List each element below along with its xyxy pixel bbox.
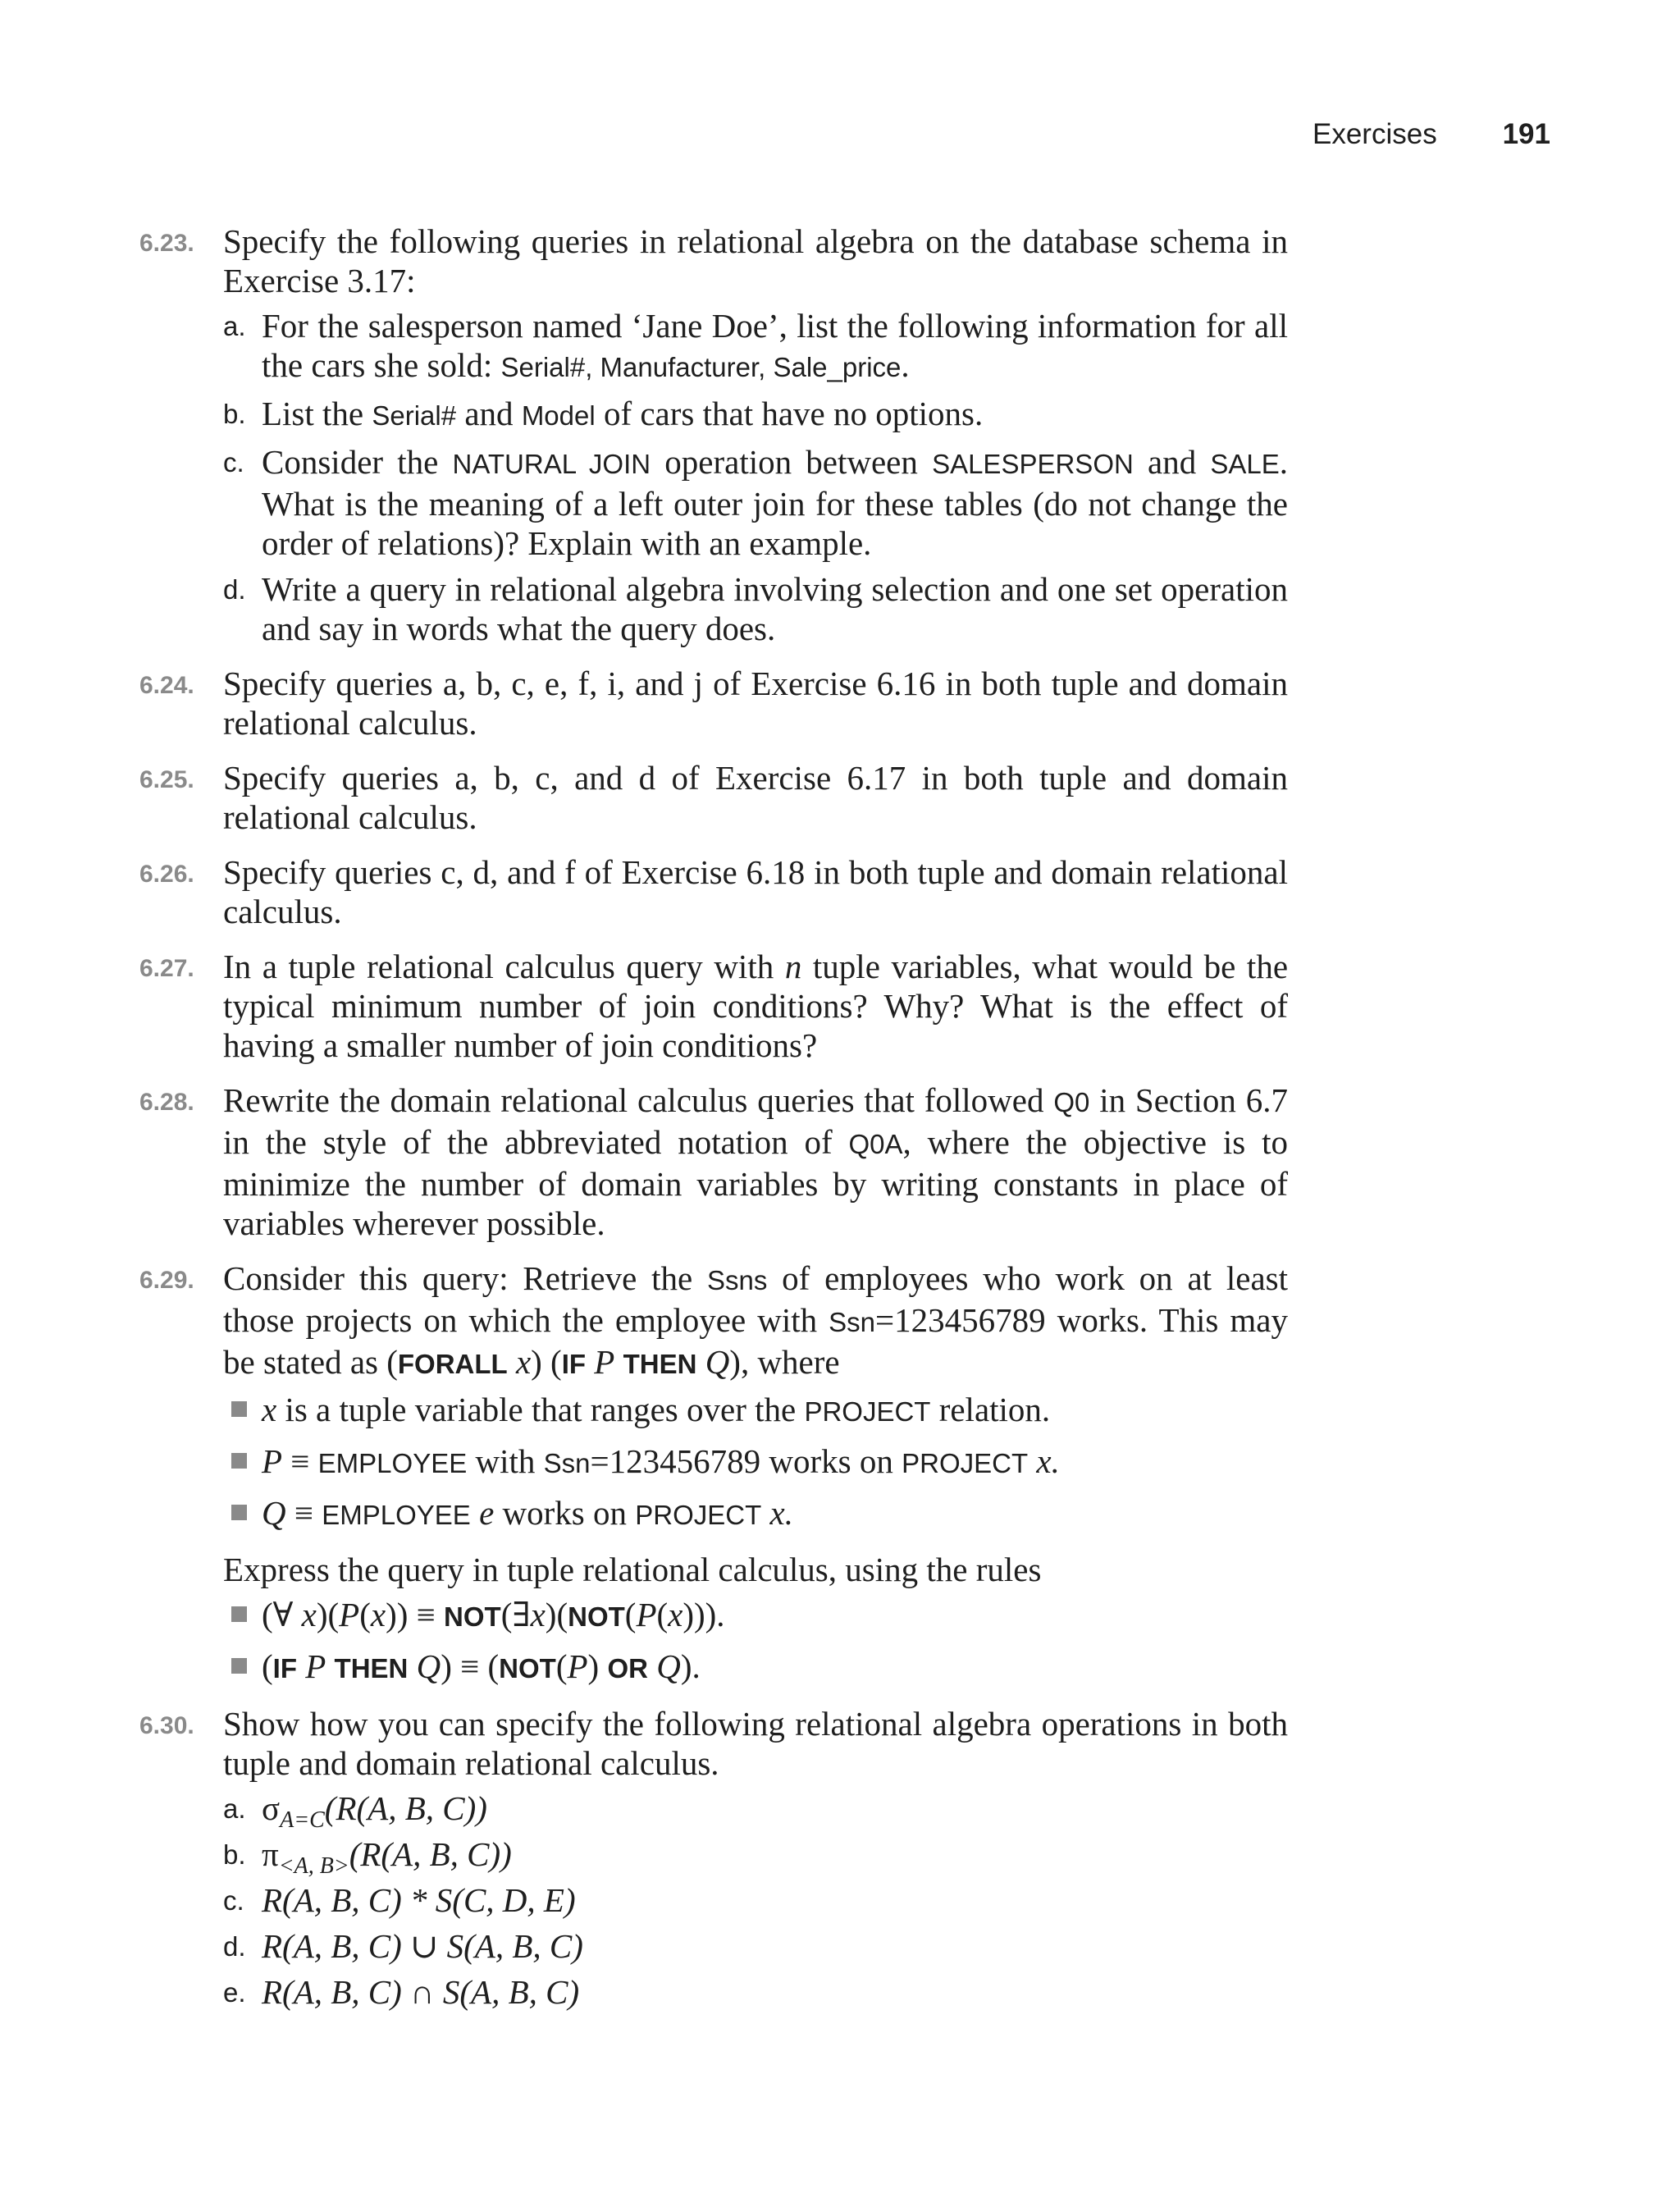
formula-part: ( [624,1596,637,1633]
operation-name: NATURAL JOIN [452,449,651,479]
math-variable: x [515,1343,532,1381]
math-variable: x [530,1596,546,1633]
exercise-text: Show how you can specify the following relational algebra operations in both tuple and domain relational calculus. [223,1705,1288,1782]
exercise-number: 6.28. [139,1089,194,1116]
relation-expression: R(A, B, C) * S(C, D, E) [262,1881,576,1919]
text-run: of employees who work on at least those projects on which the employee with [223,1259,1288,1339]
formula-part: (∀ [262,1596,294,1633]
math-variable: P [567,1647,588,1685]
attribute-name: Ssn [829,1307,876,1337]
math-variable: P [636,1596,657,1633]
exercise-6-25 [139,758,1288,837]
math-variable: x. [1036,1442,1060,1480]
pi-symbol: π [262,1835,279,1873]
formula-part: ) ≡ ( [441,1647,500,1685]
formula-part: ( [359,1596,371,1633]
math-variable: Q [262,1494,286,1532]
text-run: works on [502,1494,627,1532]
text-run: is a tuple variable that ranges over the [285,1391,797,1428]
relation-expression: (R(A, B, C)) [324,1789,487,1827]
math-variable: x [370,1596,386,1633]
text-run: Rewrite the domain relational calculus queries that followed [223,1081,1044,1119]
exercise-6-30 [139,1704,1288,2012]
item-label: d. [223,1931,246,1962]
math-variable: x [301,1596,317,1633]
square-bullet-icon [231,1453,247,1469]
item-label: b. [223,1839,246,1870]
relation-name: SALE [1210,449,1280,479]
rule-if-then [223,1647,1288,1688]
bullet-item-p [223,1441,1288,1483]
text-run: =123456789 works on [590,1442,893,1480]
sub-question-c [223,442,1288,563]
math-variable: Q [416,1647,441,1685]
page-number: 191 [1502,118,1550,150]
exercise-6-29 [139,1259,1288,1688]
relation-name: PROJECT [902,1448,1029,1478]
sigma-symbol: σ [262,1789,281,1827]
exercise-text: Specify queries c, d, and f of Exercise 6.18 in both tuple and domain relational calculus. [223,853,1288,930]
item-text: List the [262,395,364,432]
text-run: , where the objective is to minimize the number of domain variables by writing constants in place of variables wherever possible. [223,1123,1288,1242]
item-label: a. [223,311,246,341]
relation-name: EMPLOYEE [317,1448,468,1478]
attribute-name: Ssn [543,1448,591,1478]
keyword: OR [607,1653,648,1683]
exercise-number: 6.24. [139,672,194,699]
square-bullet-icon [231,1606,247,1622]
formula-part: )( [316,1596,340,1633]
running-head-title: Exercises [1312,118,1437,150]
operation-d [223,1926,1288,1966]
sub-question-d [223,569,1288,648]
exercise-number: 6.23. [139,230,194,257]
formula-part: ))). [682,1596,725,1633]
sub-question-b [223,394,1288,436]
keyword: IF [272,1653,297,1683]
exercise-text [223,1080,1288,1243]
bullet-item-x [223,1390,1288,1432]
exercise-text [223,947,1288,1065]
text-run: ) ( [531,1343,562,1381]
express-instruction: Express the query in tuple relational calculus, using the rules [223,1551,1042,1588]
math-variable: Q [705,1343,730,1381]
square-bullet-icon [231,1658,247,1674]
text-run: tuple variables, what would be the typical minimum number of join conditions? Why? What is the effect of having a smaller number of join conditions? [223,948,1289,1064]
exercise-6-27 [139,947,1288,1065]
item-text: and [464,395,514,432]
math-variable: Q [656,1647,681,1685]
square-bullet-icon [231,1505,247,1520]
exercise-6-23 [139,222,1288,648]
keyword: NOT [568,1601,625,1632]
bullet-item-q [223,1493,1288,1535]
keyword: FORALL [397,1349,508,1379]
text-run: In a tuple relational calculus query with [223,948,774,985]
formula-part: ( [555,1647,568,1685]
equivalence-symbol: ≡ [294,1494,313,1532]
exercise-number: 6.25. [139,766,194,793]
attribute-name: Model [521,400,596,431]
square-bullet-icon [231,1401,247,1417]
item-text: operation between [664,443,918,481]
relation-name: EMPLOYEE [322,1500,471,1530]
formula-part: ) [587,1647,600,1685]
keyword: THEN [334,1653,409,1683]
selection-condition: A=C [280,1807,325,1834]
operation-e [223,1972,1288,2012]
keyword: NOT [444,1601,501,1632]
exercise-text: Specify queries a, b, c, and d of Exercise 6.17 in both tuple and domain relational calculus. [223,759,1288,836]
bullet-list [223,1390,1288,1535]
item-label: a. [223,1793,246,1824]
exercise-list [139,222,1288,2027]
relation-name: PROJECT [804,1396,931,1427]
math-variable: P [594,1343,615,1381]
operation-list [223,1789,1288,2012]
item-text: Write a query in relational algebra involving selection and one set operation and say in words what the query does. [262,570,1288,647]
attribute-name: Ssns [706,1265,768,1295]
item-label: d. [223,574,246,605]
attribute-names: Serial#, Manufacturer, Sale_price [500,352,902,382]
exercise-6-26 [139,852,1288,931]
keyword: NOT [499,1653,556,1683]
running-head [1312,118,1550,159]
exercise-number: 6.26. [139,861,194,888]
item-text-end: . [901,346,910,384]
relation-expression: R(A, B, C) ∩ S(A, B, C) [262,1973,580,2011]
item-text: Consider the [262,443,439,481]
keyword: IF [561,1349,587,1379]
rule-forall [223,1595,1288,1637]
exercise-number: 6.29. [139,1267,194,1294]
item-text: . What is the meaning of a left outer join for these tables (do not change the order of relations)? Explain with an example. [262,443,1289,562]
item-label: c. [223,1885,244,1916]
math-variable: n [784,948,802,985]
math-variable: x [668,1596,683,1633]
exercise-number: 6.27. [139,955,194,982]
sub-question-list [223,306,1288,648]
exercise-text: Specify queries a, b, c, e, f, i, and j of Exercise 6.16 in both tuple and domain relational calculus. [223,665,1288,742]
math-variable: P [305,1647,326,1685]
text-run: ), where [729,1343,840,1381]
rule-list [223,1595,1288,1688]
text-run: =123456789 works. This may be stated as ( [223,1301,1288,1381]
equivalence-symbol: ≡ [290,1442,310,1480]
text-run: with [475,1442,536,1480]
relation-expression: (R(A, B, C)) [349,1835,512,1873]
text-run: relation. [938,1391,1051,1428]
formula-part: )( [545,1596,568,1633]
text-run: in Section 6.7 in the style of the abbreviated notation of [223,1081,1289,1161]
exercise-number: 6.30. [139,1712,194,1739]
relation-expression: R(A, B, C) ∪ S(A, B, C) [262,1927,583,1965]
math-variable: x [262,1391,277,1428]
item-text: and [1148,443,1197,481]
formula-part: ( [262,1647,273,1685]
formula-part: ). [680,1647,701,1685]
exercise-text: Specify the following queries in relational algebra on the database schema in Exercise 3.17: [223,222,1288,299]
item-text: For the salesperson named ‘Jane Doe’, list the following information for all the cars she sold: [262,307,1288,384]
exercise-6-24 [139,664,1288,742]
item-label: e. [223,1977,246,2008]
math-variable: x. [769,1494,793,1532]
relation-name: SALESPERSON [932,449,1134,479]
keyword: THEN [623,1349,697,1379]
operation-a [223,1789,1288,1834]
formula-part: (∃ [500,1596,531,1633]
math-variable: e [479,1494,495,1532]
attribute-name: Serial# [372,400,457,431]
exercise-text [223,1259,1288,1384]
relation-name: PROJECT [635,1500,762,1530]
math-variable: P [339,1596,360,1633]
query-name: Q0 [1053,1087,1090,1117]
projection-list: <A, B> [278,1853,349,1880]
exercise-6-28 [139,1080,1288,1243]
item-text: of cars that have no options. [603,395,984,432]
operation-b [223,1834,1288,1880]
formula-part: )) ≡ [386,1596,436,1633]
item-label: b. [223,399,246,429]
formula-part: ( [656,1596,669,1633]
sub-question-a [223,306,1288,387]
item-label: c. [223,447,244,477]
text-run: Consider this query: Retrieve the [223,1259,693,1297]
query-name: Q0A [848,1129,903,1159]
operation-c [223,1880,1288,1920]
math-variable: P [262,1442,283,1480]
